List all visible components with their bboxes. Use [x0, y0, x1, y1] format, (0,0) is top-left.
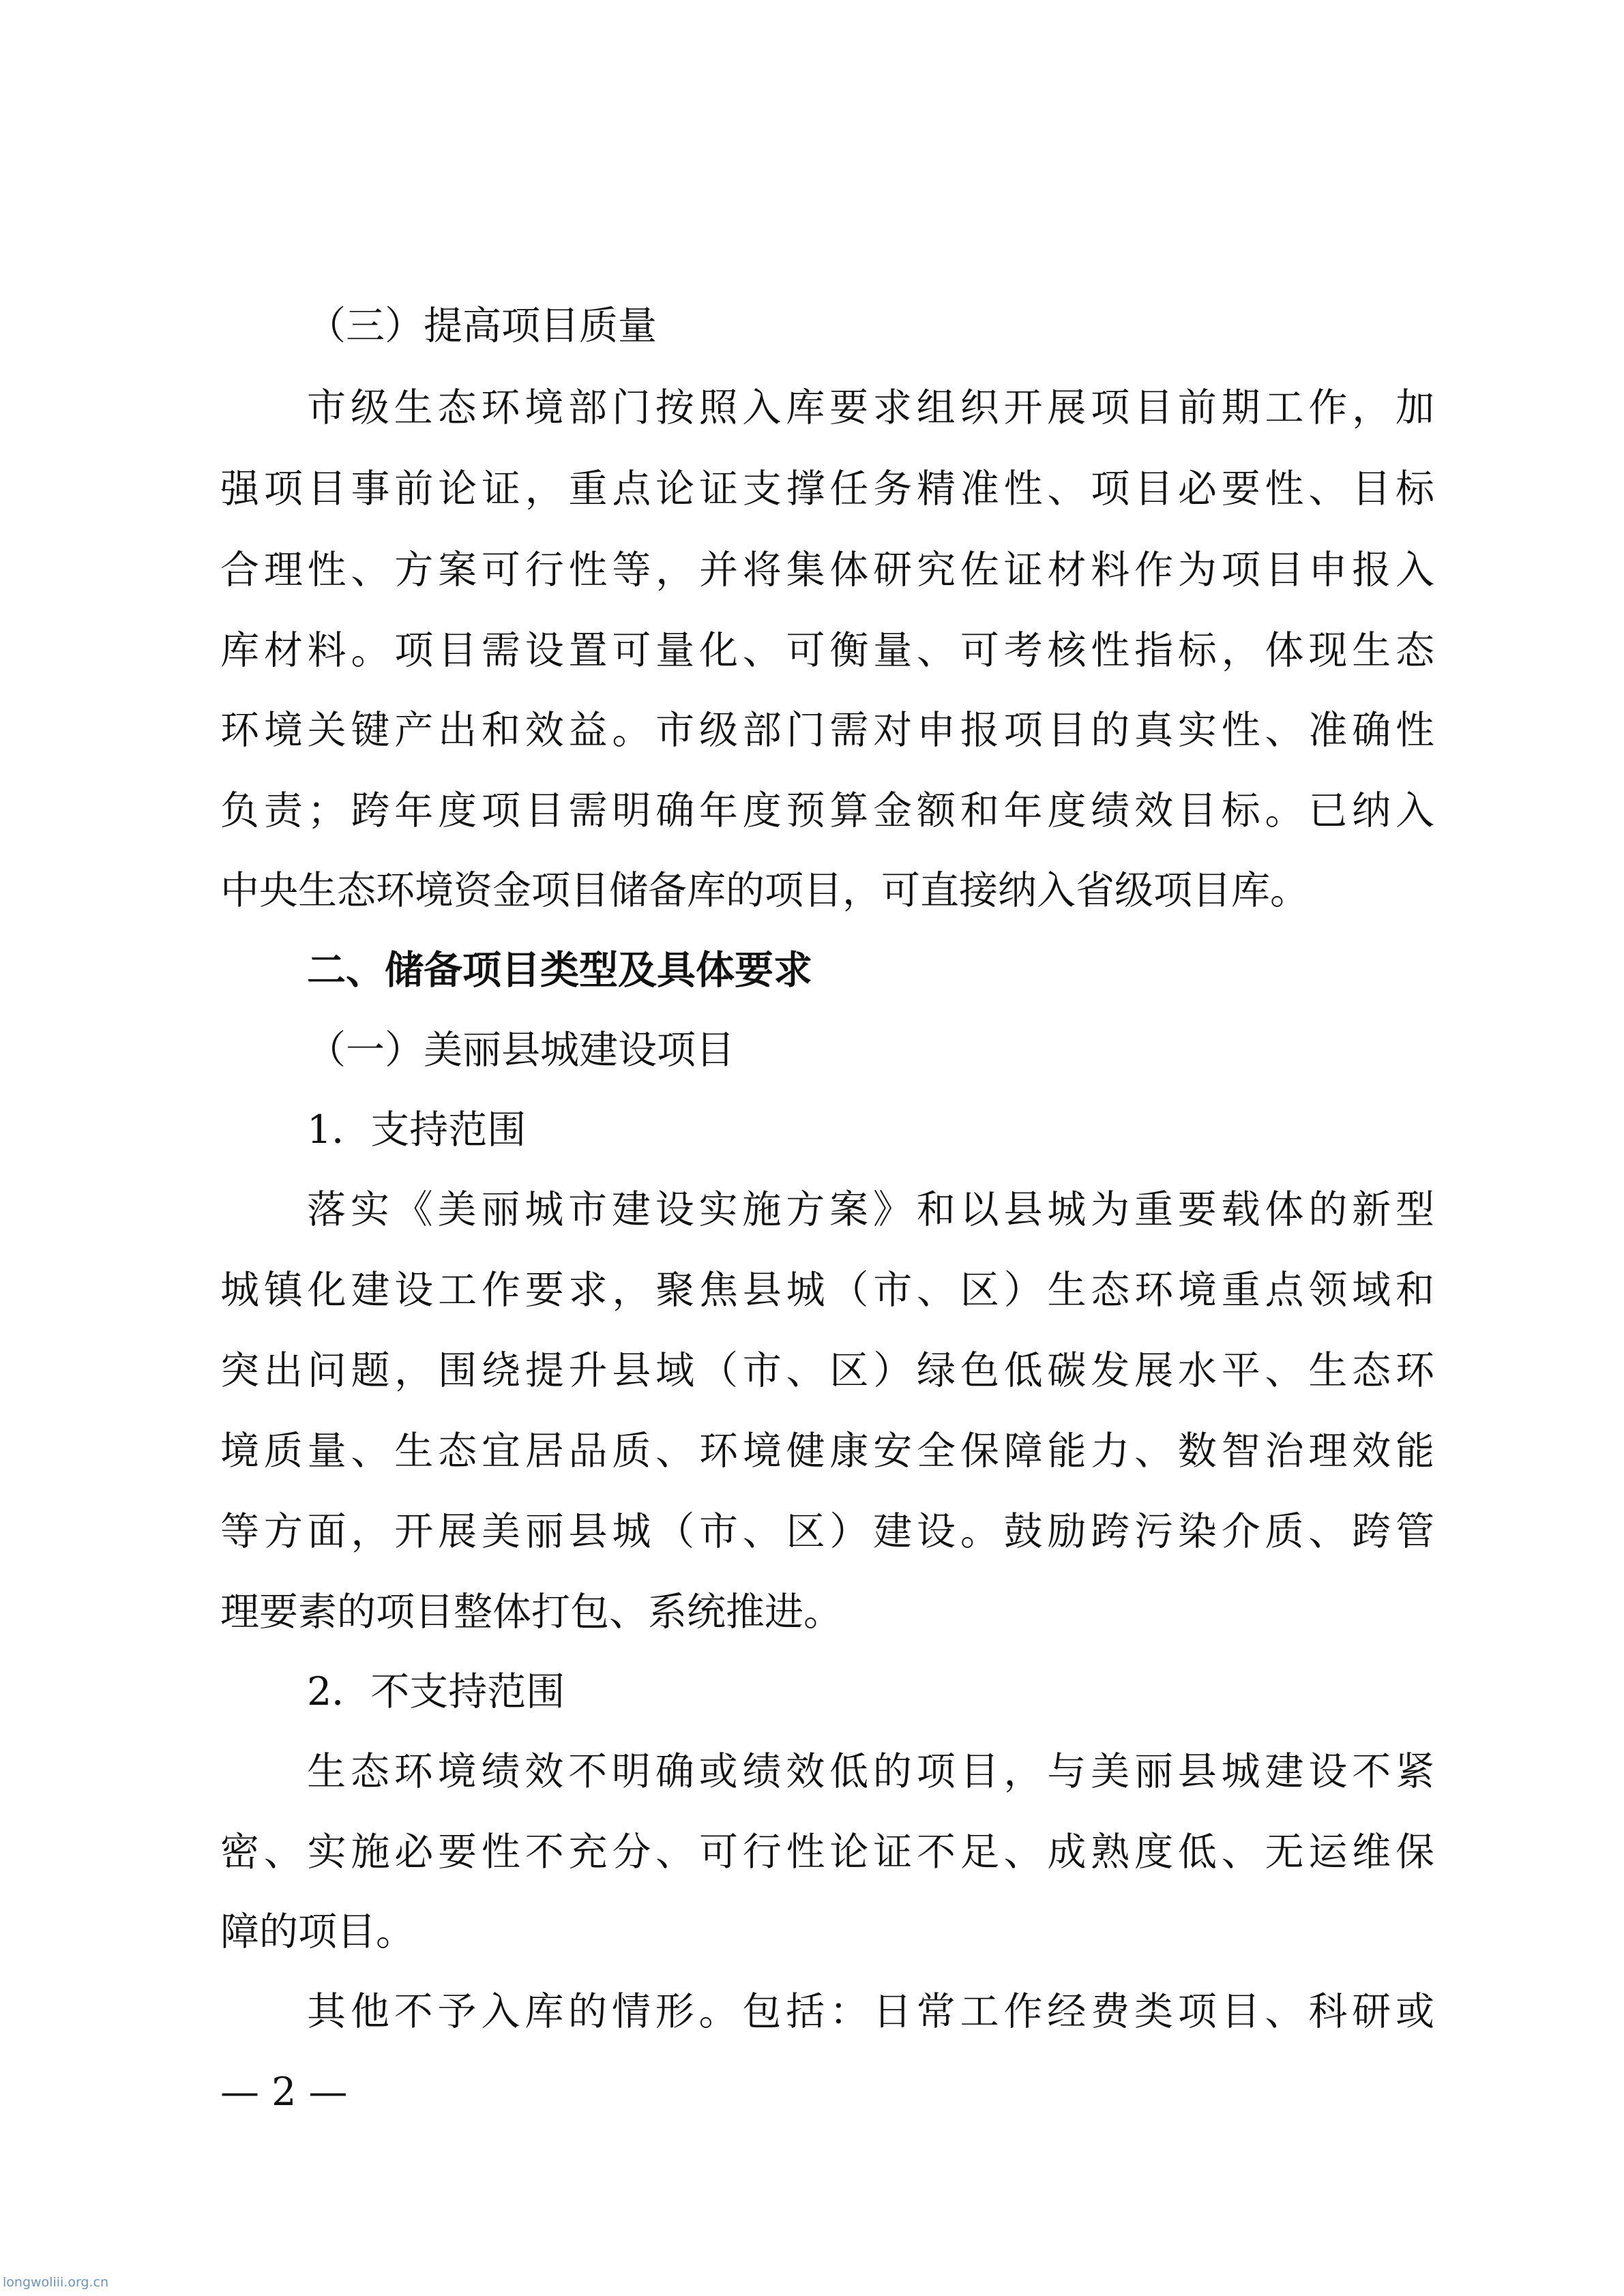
paragraph-line: 密、实施必要性不充分、可行性论证不足、成熟度低、无运维保 — [220, 1830, 1434, 1875]
paragraph-line: 其他不予入库的情形。包括：日常工作经费类项目、科研或 — [307, 1989, 1434, 2034]
subheading-1: （一）美丽县城建设项目 — [307, 1028, 735, 1073]
paragraph-line: 库材料。项目需设置可量化、可衡量、可考核性指标，体现生态 — [220, 628, 1434, 673]
paragraph-line: 市级生态环境部门按照入库要求组织开展项目前期工作，加 — [307, 385, 1434, 430]
paragraph-line: 等方面，开展美丽县城（市、区）建设。鼓励跨污染介质、跨管 — [220, 1509, 1434, 1554]
item-heading-2: 2．不支持范围 — [307, 1669, 565, 1714]
paragraph-line: 强项目事前论证，重点论证支撑任务精准性、项目必要性、目标 — [220, 466, 1434, 511]
paragraph-line: 中央生态环境资金项目储备库的项目，可直接纳入省级项目库。 — [220, 868, 1309, 913]
subheading-3: （三）提高项目质量 — [307, 303, 657, 348]
paragraph-line: 落实《美丽城市建设实施方案》和以县城为重要载体的新型 — [307, 1187, 1434, 1232]
paragraph-line: 境质量、生态宜居品质、环境健康安全保障能力、数智治理效能 — [220, 1429, 1434, 1474]
watermark-text: longwoliii.org.cn — [3, 2275, 109, 2290]
section-heading: 二、储备项目类型及具体要求 — [307, 948, 812, 993]
paragraph-line: 环境关键产出和效益。市级部门需对申报项目的真实性、准确性 — [220, 708, 1434, 753]
paragraph-line: 理要素的项目整体打包、系统推进。 — [220, 1590, 842, 1635]
paragraph-line: 合理性、方案可行性等，并将集体研究佐证材料作为项目申报入 — [220, 548, 1434, 593]
page-number: — 2 — — [220, 2070, 348, 2115]
paragraph-line: 生态环境绩效不明确或绩效低的项目，与美丽县城建设不紧 — [307, 1749, 1434, 1794]
paragraph-line: 突出问题，围绕提升县域（市、区）绿色低碳发展水平、生态环 — [220, 1348, 1434, 1393]
paragraph-line: 负责；跨年度项目需明确年度预算金额和年度绩效目标。已纳入 — [220, 788, 1434, 833]
item-heading-1: 1．支持范围 — [307, 1107, 527, 1152]
paragraph-line: 障的项目。 — [220, 1909, 415, 1954]
paragraph-line: 城镇化建设工作要求，聚焦县城（市、区）生态环境重点领域和 — [220, 1268, 1434, 1313]
